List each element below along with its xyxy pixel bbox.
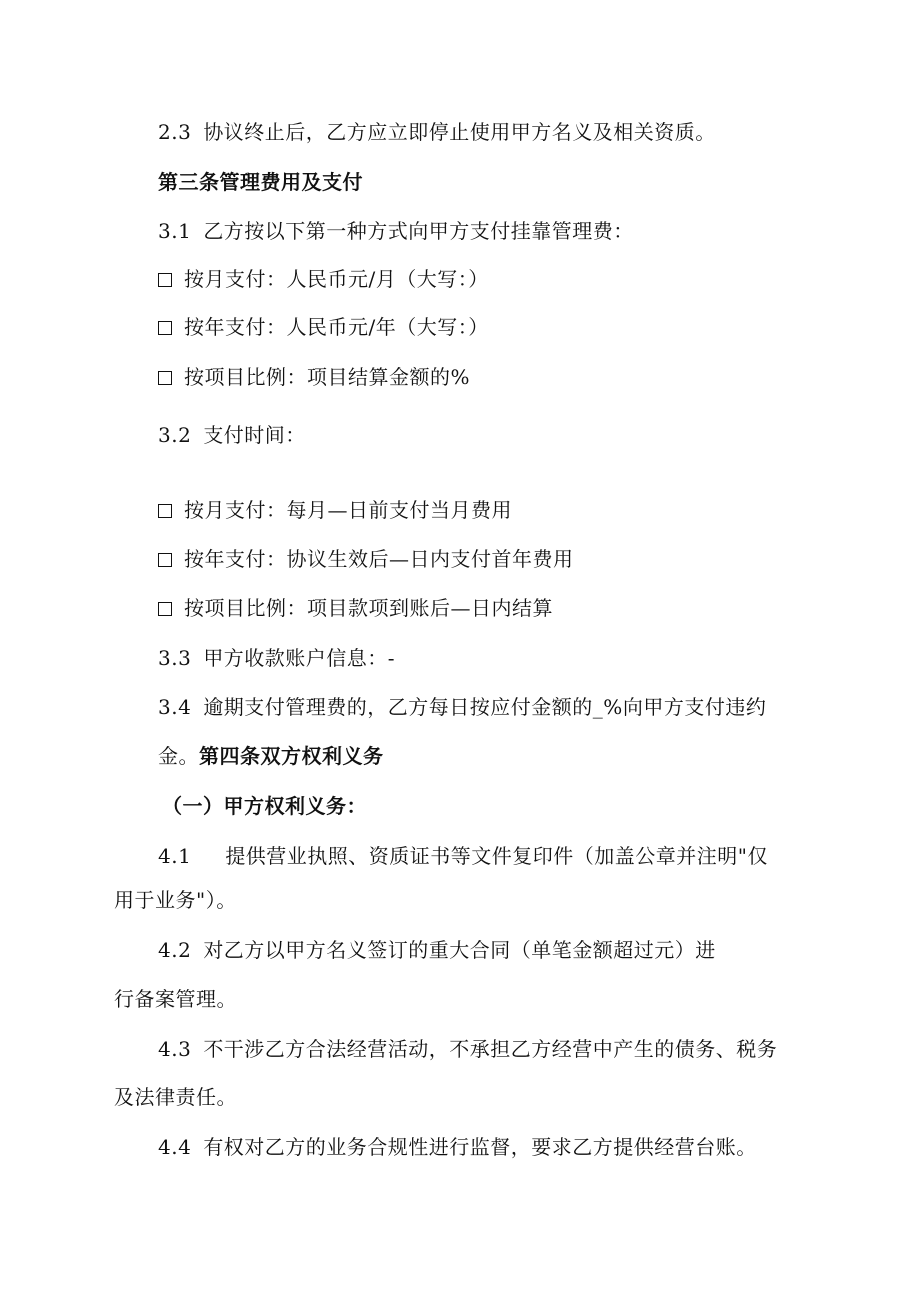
option-text: 按年支付：人民币元/年（大写：） [184, 315, 489, 339]
time-option-project [158, 594, 553, 622]
clause-4-2 [158, 936, 716, 964]
checkbox-icon[interactable] [158, 371, 172, 385]
clause-text: 不干涉乙方合法经营活动，不承担乙方经营中产生的债务、税务 [203, 1037, 778, 1061]
clause-4-1 [158, 842, 768, 870]
clause-number: 3.2 [158, 423, 192, 447]
checkbox-icon[interactable] [158, 504, 172, 518]
clause-text: 甲方收款账户信息：- [203, 646, 396, 670]
fee-option-project [158, 363, 470, 391]
fee-option-yearly [158, 313, 489, 341]
clause-3-4 [158, 693, 766, 721]
clause-4-2-continuation: 行备案管理。 [114, 987, 237, 1011]
clause-text: 逾期支付管理费的，乙方每日按应付金额的_%向甲方支付违约 [203, 695, 767, 719]
clause-3-3 [158, 644, 395, 672]
clause-4-4 [158, 1133, 757, 1161]
clause-4-1-continuation: 用于业务"）。 [114, 888, 237, 912]
option-text: 按月支付：每月—日前支付当月费用 [184, 498, 512, 522]
clause-number: 4.3 [158, 1037, 192, 1061]
clause-4-3 [158, 1035, 777, 1063]
clause-4-3-continuation: 及法律责任。 [114, 1085, 237, 1109]
clause-number: 3.3 [158, 646, 192, 670]
clause-number: 3.1 [158, 219, 192, 243]
clause-text: 提供营业执照、资质证书等文件复印件（加盖公章并注明"仅 [225, 844, 769, 868]
clause-3-heading: 第三条管理费用及支付 [158, 170, 363, 194]
clause-4-subheading: （一）甲方权利义务： [162, 794, 367, 818]
clause-text: 乙方按以下第一种方式向甲方支付挂靠管理费： [203, 219, 634, 243]
clause-text: 支付时间： [203, 423, 306, 447]
clause-number: 4.4 [158, 1135, 192, 1159]
option-text: 按项目比例：项目款项到账后—日内结算 [184, 596, 553, 620]
option-text: 按年支付：协议生效后—日内支付首年费用 [184, 547, 574, 571]
clause-number: 2.3 [158, 120, 192, 144]
clause-3-2 [158, 421, 306, 449]
option-text: 按项目比例：项目结算金额的% [184, 365, 471, 389]
time-option-monthly [158, 496, 512, 524]
clause-number: 3.4 [158, 695, 192, 719]
checkbox-icon[interactable] [158, 602, 172, 616]
time-option-yearly [158, 545, 574, 573]
fee-option-monthly [158, 265, 489, 293]
checkbox-icon[interactable] [158, 553, 172, 567]
clause-text: 有权对乙方的业务合规性进行监督，要求乙方提供经营台账。 [203, 1135, 757, 1159]
checkbox-icon[interactable] [158, 321, 172, 335]
checkbox-icon[interactable] [158, 273, 172, 287]
clause-4-heading: 第四条双方权利义务 [199, 744, 384, 768]
clause-text: 协议终止后，乙方应立即停止使用甲方名义及相关资质。 [203, 120, 716, 144]
clause-3-4-continuation [158, 742, 384, 770]
clause-2-3 [158, 118, 716, 146]
option-text: 按月支付：人民币元/月（大写：） [184, 267, 489, 291]
clause-number: 4.1 [158, 844, 192, 868]
clause-text: 对乙方以甲方名义签订的重大合同（单笔金额超过元）进 [203, 938, 716, 962]
clause-number: 4.2 [158, 938, 192, 962]
clause-3-1 [158, 217, 634, 245]
clause-text-continuation: 金。 [158, 744, 199, 768]
